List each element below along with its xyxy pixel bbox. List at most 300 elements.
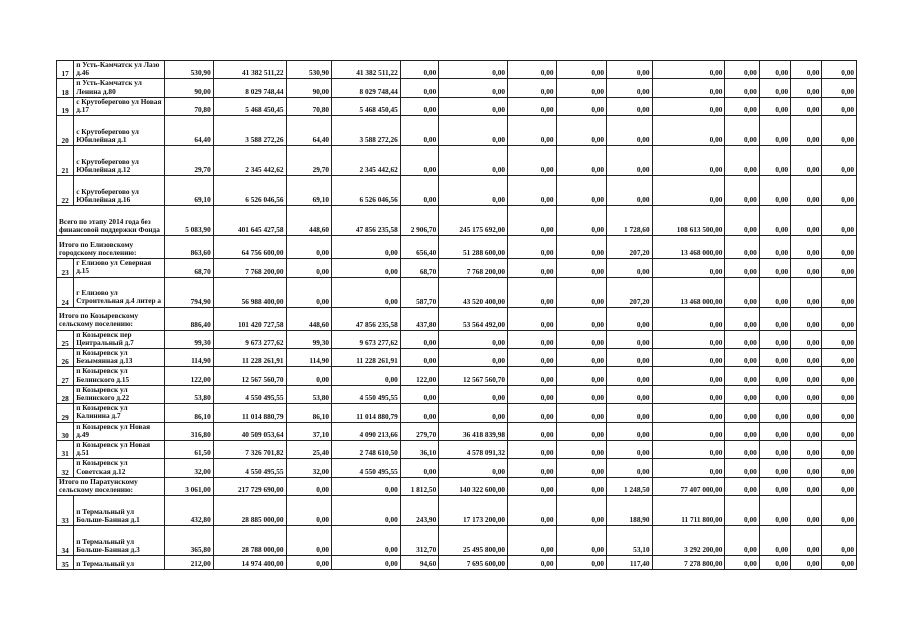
row-number: 34	[57, 526, 74, 556]
value-cell: 70,80	[286, 97, 332, 115]
value-cell: 0,00	[791, 277, 822, 307]
value-cell: 656,40	[400, 236, 438, 259]
table-row	[57, 526, 857, 556]
value-cell: 0,00	[725, 556, 759, 570]
address-cell: с Крутоберегово ул Новая д.17	[74, 97, 165, 115]
value-cell: 0,00	[791, 97, 822, 115]
value-cell: 0,00	[822, 459, 857, 477]
value-cell: 0,00	[725, 176, 759, 206]
address-cell: п Козыревск ул Калинина д.7	[74, 404, 165, 422]
value-cell: 0,00	[508, 477, 557, 495]
value-cell: 0,00	[652, 146, 725, 176]
value-cell: 68,70	[165, 259, 214, 277]
value-cell: 0,00	[286, 496, 332, 526]
value-cell: 0,00	[286, 556, 332, 570]
value-cell: 0,00	[652, 404, 725, 422]
value-cell: 122,00	[165, 367, 214, 385]
value-cell: 32,00	[165, 459, 214, 477]
subtotal-row	[57, 206, 857, 236]
address-cell: п Козыревск ул Белинского д.22	[74, 385, 165, 403]
address-cell: п Усть-Камчатск ул Ленина д.80	[74, 79, 165, 97]
row-number: 35	[57, 556, 74, 570]
value-cell: 0,00	[556, 459, 607, 477]
table-row	[57, 79, 857, 97]
value-cell: 0,00	[556, 556, 607, 570]
subtotal-row	[57, 477, 857, 495]
value-cell: 0,00	[286, 236, 332, 259]
value-cell: 863,60	[165, 236, 214, 259]
value-cell: 0,00	[400, 330, 438, 348]
value-cell: 4 550 495,55	[332, 385, 401, 403]
value-cell: 9 673 277,62	[213, 330, 286, 348]
value-cell: 0,00	[822, 61, 857, 79]
table-row	[57, 367, 857, 385]
value-cell: 0,00	[400, 116, 438, 146]
value-cell: 0,00	[439, 146, 508, 176]
value-cell: 0,00	[607, 367, 653, 385]
value-cell: 11 014 880,79	[213, 404, 286, 422]
value-cell: 0,00	[508, 526, 557, 556]
value-cell: 0,00	[652, 330, 725, 348]
address-cell: г Елизово ул Строительная д.4 литер а	[74, 277, 165, 307]
value-cell: 12 567 560,70	[439, 367, 508, 385]
value-cell: 0,00	[791, 556, 822, 570]
value-cell: 25 495 800,00	[439, 526, 508, 556]
value-cell: 0,00	[556, 61, 607, 79]
value-cell: 122,00	[400, 367, 438, 385]
value-cell: 36 418 839,98	[439, 422, 508, 440]
value-cell: 0,00	[822, 441, 857, 459]
subtotal-row	[57, 236, 857, 259]
value-cell: 0,00	[439, 61, 508, 79]
value-cell: 0,00	[556, 277, 607, 307]
value-cell: 0,00	[791, 477, 822, 495]
value-cell: 0,00	[439, 459, 508, 477]
table-row	[57, 176, 857, 206]
value-cell: 0,00	[725, 330, 759, 348]
value-cell: 0,00	[400, 404, 438, 422]
value-cell: 90,00	[286, 79, 332, 97]
value-cell: 0,00	[759, 116, 790, 146]
value-cell: 0,00	[822, 236, 857, 259]
value-cell: 56 988 400,00	[213, 277, 286, 307]
value-cell: 0,00	[759, 441, 790, 459]
value-cell: 0,00	[556, 146, 607, 176]
value-cell: 114,90	[286, 349, 332, 367]
value-cell: 437,80	[400, 307, 438, 330]
value-cell: 0,00	[822, 259, 857, 277]
value-cell: 0,00	[791, 206, 822, 236]
value-cell: 0,00	[400, 61, 438, 79]
value-cell: 0,00	[400, 79, 438, 97]
value-cell: 0,00	[759, 79, 790, 97]
value-cell: 0,00	[759, 349, 790, 367]
row-number: 29	[57, 404, 74, 422]
value-cell: 0,00	[652, 459, 725, 477]
address-cell: п Термальный ул	[74, 556, 165, 570]
value-cell: 61,50	[165, 441, 214, 459]
value-cell: 0,00	[556, 259, 607, 277]
value-cell: 0,00	[508, 97, 557, 115]
value-cell: 0,00	[822, 176, 857, 206]
address-cell: с Крутоберегово ул Юбилейная д.1	[74, 116, 165, 146]
value-cell: 0,00	[759, 526, 790, 556]
value-cell: 0,00	[725, 97, 759, 115]
value-cell: 0,00	[791, 307, 822, 330]
value-cell: 0,00	[822, 385, 857, 403]
value-cell: 28 788 000,00	[213, 526, 286, 556]
value-cell: 0,00	[791, 404, 822, 422]
value-cell: 0,00	[822, 277, 857, 307]
row-number: 33	[57, 496, 74, 526]
value-cell: 0,00	[725, 61, 759, 79]
value-cell: 37,10	[286, 422, 332, 440]
value-cell: 530,90	[286, 61, 332, 79]
row-number: 18	[57, 79, 74, 97]
value-cell: 0,00	[508, 236, 557, 259]
value-cell: 0,00	[508, 496, 557, 526]
value-cell: 2 748 610,50	[332, 441, 401, 459]
table-row	[57, 459, 857, 477]
value-cell: 0,00	[508, 307, 557, 330]
value-cell: 7 768 200,00	[439, 259, 508, 277]
value-cell: 17 173 200,00	[439, 496, 508, 526]
value-cell: 0,00	[508, 277, 557, 307]
value-cell: 0,00	[822, 367, 857, 385]
value-cell: 3 292 200,00	[652, 526, 725, 556]
value-cell: 401 645 427,58	[213, 206, 286, 236]
value-cell: 64,40	[165, 116, 214, 146]
table-row	[57, 556, 857, 570]
value-cell: 0,00	[652, 116, 725, 146]
table-row	[57, 259, 857, 277]
value-cell: 0,00	[759, 307, 790, 330]
value-cell: 0,00	[400, 176, 438, 206]
row-number: 28	[57, 385, 74, 403]
value-cell: 0,00	[759, 206, 790, 236]
value-cell: 0,00	[822, 404, 857, 422]
value-cell: 0,00	[759, 176, 790, 206]
value-cell: 0,00	[508, 404, 557, 422]
value-cell: 5 468 450,45	[332, 97, 401, 115]
value-cell: 99,30	[286, 330, 332, 348]
value-cell: 0,00	[286, 367, 332, 385]
table-row	[57, 496, 857, 526]
value-cell: 32,00	[286, 459, 332, 477]
value-cell: 114,90	[165, 349, 214, 367]
value-cell: 0,00	[439, 330, 508, 348]
value-cell: 0,00	[556, 385, 607, 403]
value-cell: 0,00	[791, 330, 822, 348]
subtotal-row	[57, 307, 857, 330]
value-cell: 4 550 495,55	[213, 385, 286, 403]
value-cell: 0,00	[607, 385, 653, 403]
value-cell: 0,00	[759, 146, 790, 176]
value-cell: 86,10	[286, 404, 332, 422]
value-cell: 4 550 495,55	[213, 459, 286, 477]
value-cell: 0,00	[759, 330, 790, 348]
value-cell: 0,00	[508, 385, 557, 403]
value-cell: 94,60	[400, 556, 438, 570]
value-cell: 0,00	[652, 385, 725, 403]
value-cell: 14 974 400,00	[213, 556, 286, 570]
value-cell: 0,00	[791, 496, 822, 526]
value-cell: 0,00	[607, 422, 653, 440]
value-cell: 0,00	[332, 556, 401, 570]
value-cell: 3 588 272,26	[213, 116, 286, 146]
table-row	[57, 97, 857, 115]
value-cell: 64 756 600,00	[213, 236, 286, 259]
subtotal-label: Итого по Козыревскому сельскому поселению:	[57, 307, 165, 330]
row-number: 20	[57, 116, 74, 146]
value-cell: 68,70	[400, 259, 438, 277]
value-cell: 0,00	[759, 404, 790, 422]
value-cell: 36,10	[400, 441, 438, 459]
value-cell: 1 812,50	[400, 477, 438, 495]
value-cell: 530,90	[165, 61, 214, 79]
document-page	[56, 60, 857, 570]
value-cell: 0,00	[439, 404, 508, 422]
value-cell: 0,00	[725, 496, 759, 526]
value-cell: 0,00	[822, 206, 857, 236]
value-cell: 0,00	[725, 349, 759, 367]
value-cell: 0,00	[556, 97, 607, 115]
value-cell: 0,00	[556, 206, 607, 236]
value-cell: 0,00	[607, 116, 653, 146]
value-cell: 0,00	[556, 441, 607, 459]
value-cell: 0,00	[286, 526, 332, 556]
value-cell: 0,00	[607, 259, 653, 277]
value-cell: 0,00	[759, 367, 790, 385]
row-number: 27	[57, 367, 74, 385]
value-cell: 0,00	[822, 97, 857, 115]
value-cell: 0,00	[725, 146, 759, 176]
address-cell: п Козыревск ул Советская д.12	[74, 459, 165, 477]
value-cell: 0,00	[556, 526, 607, 556]
value-cell: 0,00	[556, 79, 607, 97]
value-cell: 0,00	[759, 422, 790, 440]
value-cell: 8 029 748,44	[213, 79, 286, 97]
value-cell: 0,00	[607, 176, 653, 206]
value-cell: 0,00	[725, 206, 759, 236]
address-cell: п Козыревск пер Центральный д.7	[74, 330, 165, 348]
value-cell: 0,00	[556, 477, 607, 495]
value-cell: 0,00	[332, 496, 401, 526]
value-cell: 0,00	[556, 236, 607, 259]
value-cell: 12 567 560,70	[213, 367, 286, 385]
value-cell: 43 520 400,00	[439, 277, 508, 307]
value-cell: 0,00	[725, 526, 759, 556]
value-cell: 0,00	[791, 146, 822, 176]
value-cell: 0,00	[759, 477, 790, 495]
value-cell: 69,10	[286, 176, 332, 206]
address-cell: п Козыревск ул Безымянная д.13	[74, 349, 165, 367]
subtotal-label: Всего по этапу 2014 года без финансовой поддержки Фонда	[57, 206, 165, 236]
value-cell: 40 509 053,64	[213, 422, 286, 440]
value-cell: 0,00	[439, 176, 508, 206]
value-cell: 212,00	[165, 556, 214, 570]
value-cell: 0,00	[508, 206, 557, 236]
row-number: 21	[57, 146, 74, 176]
value-cell: 0,00	[725, 441, 759, 459]
value-cell: 0,00	[556, 176, 607, 206]
value-cell: 0,00	[607, 307, 653, 330]
value-cell: 0,00	[652, 259, 725, 277]
address-cell: п Козыревск ул Новая д.51	[74, 441, 165, 459]
value-cell: 0,00	[607, 330, 653, 348]
value-cell: 3 061,00	[165, 477, 214, 495]
value-cell: 53,10	[607, 526, 653, 556]
value-cell: 207,20	[607, 236, 653, 259]
value-cell: 0,00	[822, 116, 857, 146]
value-cell: 0,00	[508, 349, 557, 367]
subtotal-label: Итого по Елизовскому городскому поселению:	[57, 236, 165, 259]
row-number: 26	[57, 349, 74, 367]
value-cell: 0,00	[508, 441, 557, 459]
value-cell: 0,00	[556, 349, 607, 367]
value-cell: 0,00	[556, 496, 607, 526]
row-number: 19	[57, 97, 74, 115]
table-body	[57, 61, 857, 570]
value-cell: 0,00	[508, 556, 557, 570]
row-number: 22	[57, 176, 74, 206]
value-cell: 0,00	[332, 277, 401, 307]
value-cell: 69,10	[165, 176, 214, 206]
value-cell: 86,10	[165, 404, 214, 422]
value-cell: 0,00	[556, 367, 607, 385]
value-cell: 1 728,60	[607, 206, 653, 236]
value-cell: 0,00	[508, 330, 557, 348]
value-cell: 11 014 880,79	[332, 404, 401, 422]
value-cell: 0,00	[652, 61, 725, 79]
table-row	[57, 404, 857, 422]
value-cell: 0,00	[791, 385, 822, 403]
value-cell: 13 468 000,00	[652, 236, 725, 259]
value-cell: 0,00	[439, 97, 508, 115]
value-cell: 0,00	[759, 97, 790, 115]
value-cell: 0,00	[607, 97, 653, 115]
value-cell: 0,00	[607, 459, 653, 477]
address-cell: п Усть-Камчатск ул Лазо д.46	[74, 61, 165, 79]
value-cell: 108 613 500,00	[652, 206, 725, 236]
value-cell: 0,00	[725, 385, 759, 403]
value-cell: 0,00	[508, 146, 557, 176]
row-number: 24	[57, 277, 74, 307]
value-cell: 0,00	[607, 79, 653, 97]
row-number: 17	[57, 61, 74, 79]
value-cell: 53 564 492,00	[439, 307, 508, 330]
value-cell: 13 468 000,00	[652, 277, 725, 307]
value-cell: 0,00	[332, 259, 401, 277]
value-cell: 90,00	[165, 79, 214, 97]
table-row	[57, 349, 857, 367]
value-cell: 0,00	[556, 330, 607, 348]
value-cell: 47 856 235,58	[332, 307, 401, 330]
table-row	[57, 441, 857, 459]
address-cell: п Козыревск ул Новая д.49	[74, 422, 165, 440]
table-row	[57, 116, 857, 146]
value-cell: 2 906,70	[400, 206, 438, 236]
address-cell: г Елизово ул Северная д.15	[74, 259, 165, 277]
value-cell: 0,00	[791, 236, 822, 259]
table-row	[57, 61, 857, 79]
value-cell: 0,00	[822, 79, 857, 97]
value-cell: 0,00	[759, 236, 790, 259]
value-cell: 245 175 692,00	[439, 206, 508, 236]
value-cell: 53,80	[165, 385, 214, 403]
value-cell: 0,00	[607, 146, 653, 176]
value-cell: 0,00	[725, 307, 759, 330]
value-cell: 0,00	[822, 526, 857, 556]
value-cell: 0,00	[791, 526, 822, 556]
value-cell: 587,70	[400, 277, 438, 307]
table-row	[57, 146, 857, 176]
value-cell: 7 768 200,00	[213, 259, 286, 277]
value-cell: 0,00	[652, 176, 725, 206]
value-cell: 217 729 690,00	[213, 477, 286, 495]
address-cell: п Термальный ул Больше-Банная д.3	[74, 526, 165, 556]
value-cell: 0,00	[822, 477, 857, 495]
value-cell: 5 468 450,45	[213, 97, 286, 115]
value-cell: 0,00	[822, 496, 857, 526]
value-cell: 0,00	[607, 349, 653, 367]
value-cell: 0,00	[791, 116, 822, 146]
value-cell: 0,00	[652, 307, 725, 330]
value-cell: 312,70	[400, 526, 438, 556]
value-cell: 4 550 495,55	[332, 459, 401, 477]
value-cell: 365,80	[165, 526, 214, 556]
value-cell: 0,00	[508, 259, 557, 277]
value-cell: 0,00	[332, 236, 401, 259]
value-cell: 0,00	[607, 441, 653, 459]
table-row	[57, 277, 857, 307]
housing-resettlement-table	[56, 60, 857, 570]
value-cell: 0,00	[400, 459, 438, 477]
value-cell: 432,80	[165, 496, 214, 526]
value-cell: 29,70	[286, 146, 332, 176]
value-cell: 0,00	[759, 259, 790, 277]
value-cell: 0,00	[400, 349, 438, 367]
value-cell: 0,00	[791, 79, 822, 97]
row-number: 31	[57, 441, 74, 459]
value-cell: 3 588 272,26	[332, 116, 401, 146]
table-row	[57, 330, 857, 348]
value-cell: 11 228 261,91	[332, 349, 401, 367]
value-cell: 0,00	[400, 385, 438, 403]
value-cell: 0,00	[791, 259, 822, 277]
value-cell: 7 278 800,00	[652, 556, 725, 570]
value-cell: 0,00	[652, 79, 725, 97]
value-cell: 0,00	[439, 349, 508, 367]
row-number: 30	[57, 422, 74, 440]
value-cell: 0,00	[725, 477, 759, 495]
value-cell: 140 322 600,00	[439, 477, 508, 495]
value-cell: 0,00	[759, 496, 790, 526]
value-cell: 243,90	[400, 496, 438, 526]
value-cell: 0,00	[556, 116, 607, 146]
value-cell: 0,00	[508, 176, 557, 206]
value-cell: 0,00	[725, 236, 759, 259]
value-cell: 0,00	[332, 526, 401, 556]
value-cell: 279,70	[400, 422, 438, 440]
value-cell: 0,00	[508, 61, 557, 79]
value-cell: 0,00	[759, 556, 790, 570]
value-cell: 117,40	[607, 556, 653, 570]
value-cell: 0,00	[791, 459, 822, 477]
value-cell: 0,00	[791, 349, 822, 367]
value-cell: 0,00	[759, 61, 790, 79]
value-cell: 70,80	[165, 97, 214, 115]
